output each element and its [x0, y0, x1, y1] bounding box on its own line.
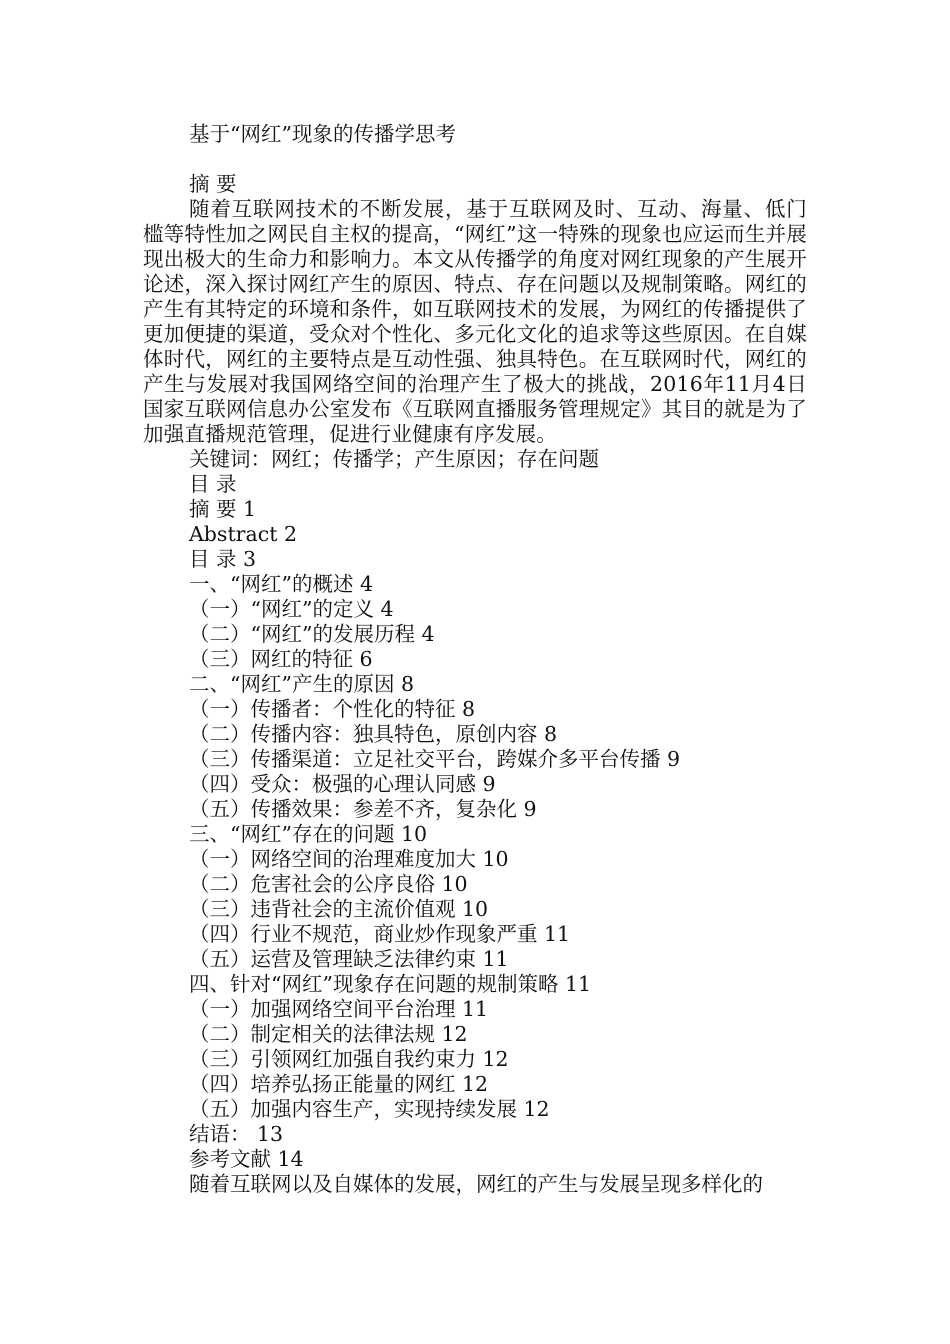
toc-entry: （二）制定相关的法律法规 12 [189, 1022, 468, 1046]
toc-entry: （五）运营及管理缺乏法律约束 11 [189, 947, 509, 971]
document-title: 基于“网红”现象的传播学思考 [189, 122, 456, 146]
toc-entry: 摘 要 1 [189, 497, 257, 521]
intro-paragraph: 随着互联网以及自媒体的发展，网红的产生与发展呈现多样化的 [189, 1172, 763, 1196]
toc-entry: （三）网红的特征 6 [189, 647, 373, 671]
abstract-heading: 摘 要 [189, 172, 237, 196]
toc-heading: 目 录 [189, 472, 237, 496]
toc-entry: 目 录 3 [189, 547, 257, 571]
toc-entry: （二）危害社会的公序良俗 10 [189, 872, 468, 896]
toc-entry: （一）网络空间的治理难度加大 10 [189, 847, 509, 871]
toc-entry: （二）传播内容：独具特色，原创内容 8 [189, 722, 558, 746]
abstract-body: 随着互联网技术的不断发展，基于互联网及时、互动、海量、低门槛等特性加之网民自主权的提高，“网红”这一特殊的现象也应运而生并展现出极大的生命力和影响力。本文从传播学的角度对网红现象的产生展开论述，深入探讨网红产生的原因、特点、存在问题以及规制策略。网红的产生有其特定的环境和条件，如互联网技术的发展，为网红的传播提供了更加便捷的渠道，受众对个性化、多元化文化的追求等这些原因。在自媒体时代，网红的主要特点是互动性强、独具特色。在互联网时代，网红的产生与发展对我国网络空间的治理产生了极大的挑战，2016年11月4日国家互联网信息办公室发布《互联网直播服务管理规定》其目的就是为了加强直播规范管理，促进行业健康有序发展。 [143, 197, 807, 446]
toc-entry: （三）违背社会的主流价值观 10 [189, 897, 489, 921]
toc-entry: （一）传播者：个性化的特征 8 [189, 697, 476, 721]
toc-entry: 三、“网红”存在的问题 10 [189, 822, 428, 846]
toc-entry: （一）加强网络空间平台治理 11 [189, 997, 489, 1021]
table-of-contents [143, 497, 807, 1172]
toc-entry: 二、“网红”产生的原因 8 [189, 672, 415, 696]
toc-entry: （一）“网红”的定义 4 [189, 597, 394, 621]
toc-entry: 四、针对“网红”现象存在问题的规制策略 11 [189, 972, 592, 996]
toc-entry: 一、“网红”的概述 4 [189, 572, 374, 596]
toc-entry: Abstract 2 [189, 522, 297, 546]
document-content [143, 122, 807, 1197]
toc-entry: （四）受众：极强的心理认同感 9 [189, 772, 496, 796]
spacer [143, 147, 807, 172]
toc-entry: （三）引领网红加强自我约束力 12 [189, 1047, 509, 1071]
toc-entry: （四）培养弘扬正能量的网红 12 [189, 1072, 489, 1096]
toc-entry: （二）“网红”的发展历程 4 [189, 622, 435, 646]
toc-entry: 结语： 13 [189, 1122, 284, 1146]
toc-entry: （三）传播渠道：立足社交平台，跨媒介多平台传播 9 [189, 747, 681, 771]
toc-entry: （五）加强内容生产，实现持续发展 12 [189, 1097, 550, 1121]
toc-entry: （四）行业不规范，商业炒作现象严重 11 [189, 922, 571, 946]
toc-entry: 参考文献 14 [189, 1147, 304, 1171]
keywords: 关键词：网红；传播学；产生原因；存在问题 [189, 447, 599, 471]
toc-entry: （五）传播效果：参差不齐，复杂化 9 [189, 797, 537, 821]
